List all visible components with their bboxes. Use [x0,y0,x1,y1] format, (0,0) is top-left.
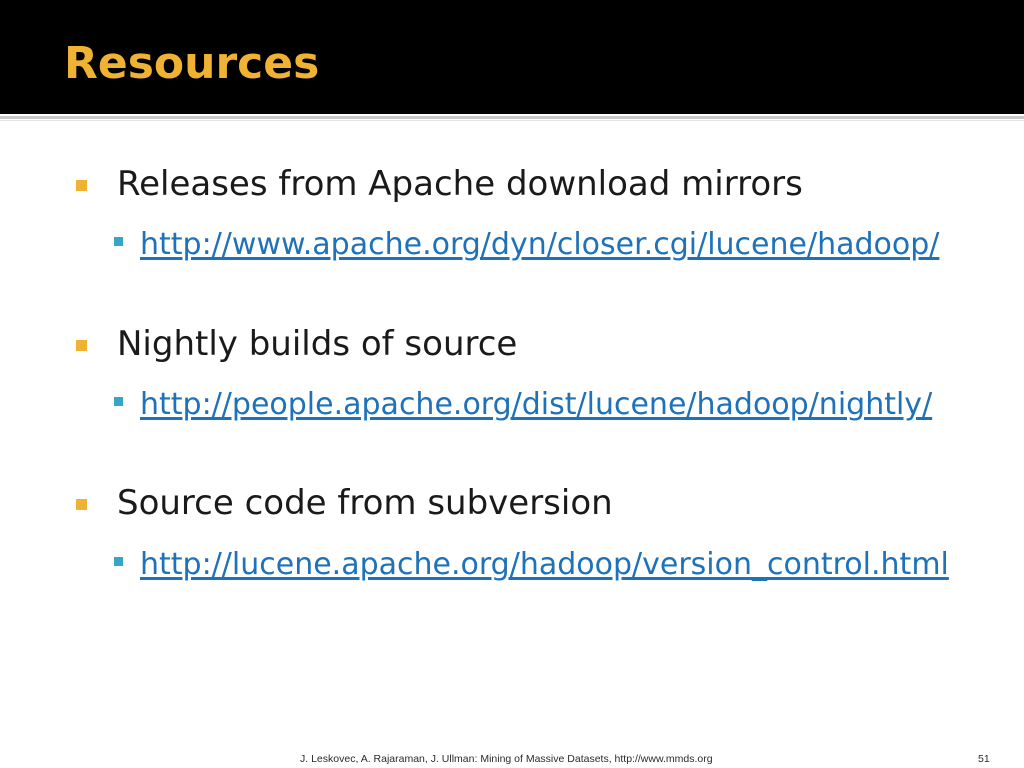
bullet-text: Nightly builds of source [117,324,518,364]
link-hadoop-version-control[interactable]: http://lucene.apache.org/hadoop/version_control.html [140,547,949,582]
sub-bullet-square-icon [114,237,123,246]
bullet-square-icon [76,499,87,510]
link-hadoop-releases[interactable]: http://www.apache.org/dyn/closer.cgi/lucene/hadoop/ [140,227,940,262]
sub-bullet-square-icon [114,397,123,406]
slide-footer: J. Leskovec, A. Rajaraman, J. Ullman: Mining of Massive Datasets, http://www.mmds.org [300,753,713,765]
link-hadoop-nightly[interactable]: http://people.apache.org/dist/lucene/hadoop/nightly/ [140,387,933,422]
bullet-text: Releases from Apache download mirrors [117,164,803,204]
sub-bullet-square-icon [114,557,123,566]
bullet-square-icon [76,340,87,351]
slide-title: Resources [64,38,320,89]
bullet-text: Source code from subversion [117,483,613,523]
bullet-square-icon [76,180,87,191]
page-number: 51 [978,753,990,765]
